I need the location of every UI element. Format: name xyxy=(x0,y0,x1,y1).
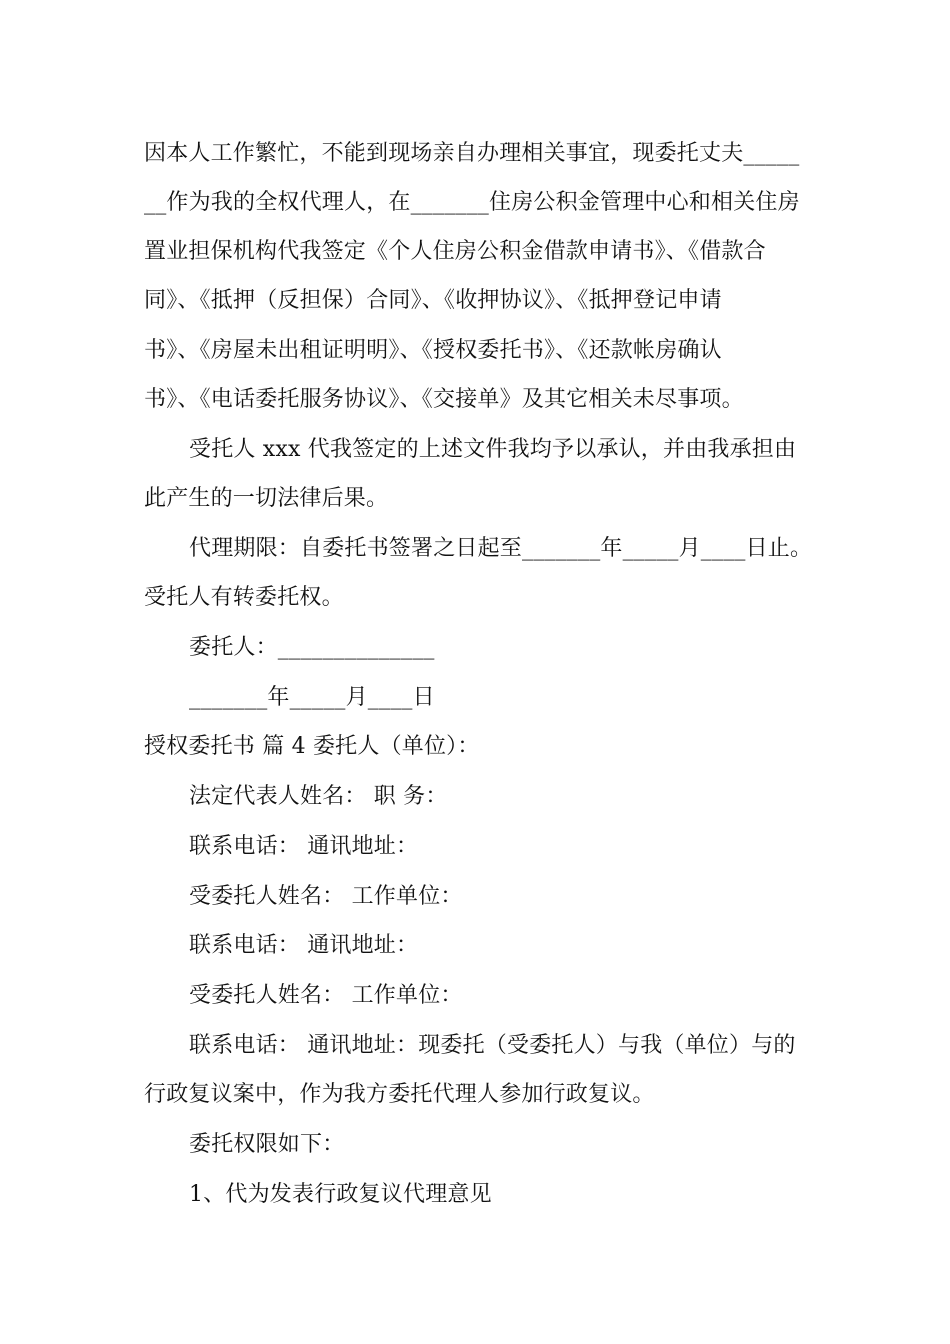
form-field-line: 受委托人姓名： 工作单位： xyxy=(189,884,463,909)
form-field-line: 受委托人姓名： 工作单位： xyxy=(189,983,463,1008)
paragraph-line: 行政复议案中，作为我方委托代理人参加行政复议。 xyxy=(144,1082,655,1107)
paragraph-line: 书》、《房屋未出租证明明》、《授权委托书》、《还款帐房确认 xyxy=(144,338,722,363)
paragraph-line: 同》、《抵押（反担保）合同》、《收押协议》、《抵押登记申请 xyxy=(144,288,722,313)
form-field-line: 联系电话： 通讯地址： xyxy=(189,933,419,958)
signature-line: 委托人：______________ xyxy=(189,635,435,660)
form-field-line: 法定代表人姓名： 职 务： xyxy=(189,784,448,809)
date-line: _______年_____月____日 xyxy=(189,685,435,710)
section-heading: 授权委托书 篇 4 委托人（单位）： xyxy=(144,734,480,759)
paragraph-line: __作为我的全权代理人，在_______住房公积金管理中心和相关住房 xyxy=(144,190,800,215)
paragraph-line: 此产生的一切法律后果。 xyxy=(144,486,389,511)
list-item: 1、代为发表行政复议代理意见 xyxy=(189,1182,492,1207)
paragraph-line: 委托权限如下： xyxy=(189,1132,345,1157)
form-field-line: 联系电话： 通讯地址：现委托（受委托人）与我（单位）与的 xyxy=(189,1033,796,1058)
paragraph-line: 书》、《电话委托服务协议》、《交接单》及其它相关未尽事项。 xyxy=(144,387,744,412)
paragraph-line: 置业担保机构代我签定《个人住房公积金借款申请书》、《借款合 xyxy=(144,239,766,264)
form-field-line: 联系电话： 通讯地址： xyxy=(189,834,419,859)
paragraph-line: 因本人工作繁忙，不能到现场亲自办理相关事宜，现委托丈夫_____ xyxy=(144,141,800,166)
paragraph-line: 代理期限：自委托书签署之日起至_______年_____月____日止。 xyxy=(189,536,813,561)
paragraph-line: 受托人有转委托权。 xyxy=(144,585,344,610)
paragraph-line: 受托人 xxx 代我签定的上述文件我均予以承认，并由我承担由 xyxy=(189,437,797,462)
